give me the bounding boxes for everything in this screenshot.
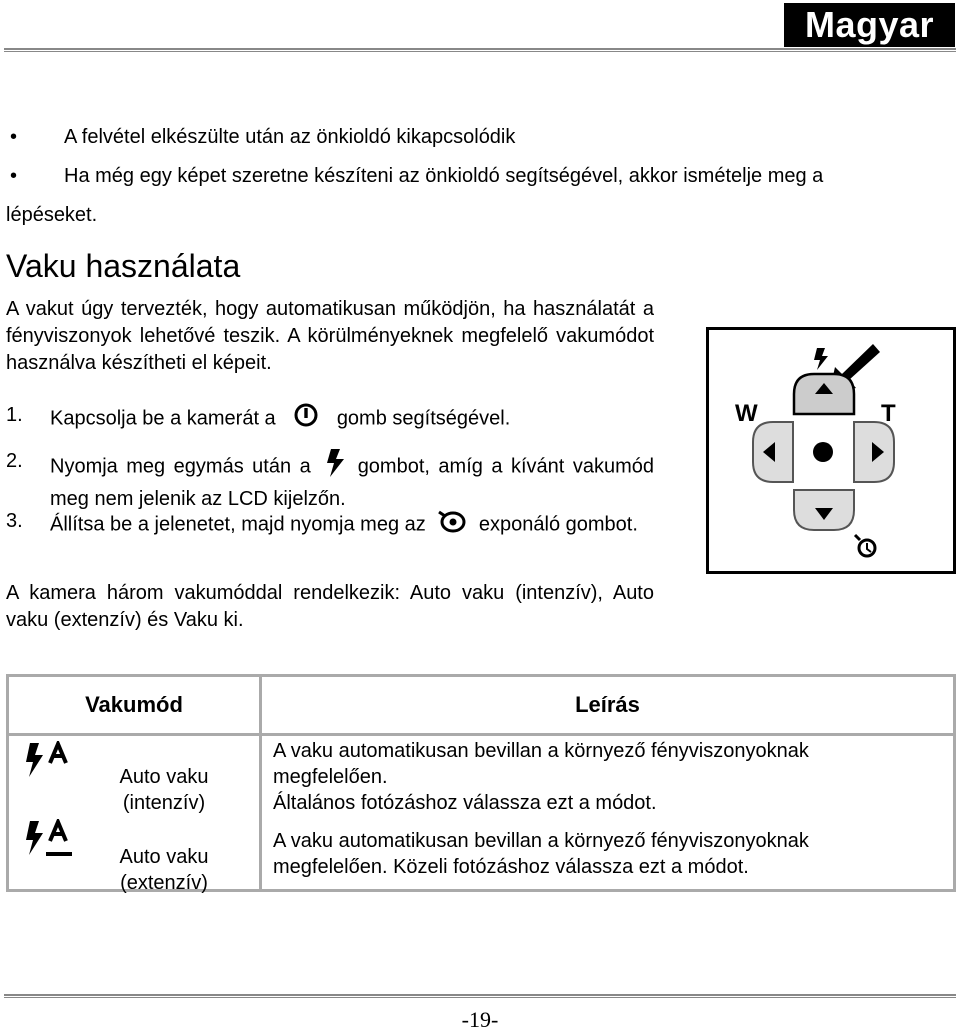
step-text-before: Nyomja meg egymás után a [50, 455, 311, 478]
section-heading: Vaku használata [6, 248, 241, 284]
step-number: 3. [6, 510, 23, 532]
step-list [6, 402, 654, 542]
bullet-list [6, 118, 956, 235]
bottom-divider [4, 994, 956, 998]
table-header-description: Leírás [575, 692, 640, 717]
zoom-tele-label: T [881, 400, 896, 427]
step-text-after: gombot, amíg a kívánt vakumód meg nem jelenik az LCD kijelzőn. [50, 455, 654, 510]
bullet-dot-icon: • [10, 165, 18, 187]
language-badge: Magyar [784, 3, 955, 47]
step-number: 1. [6, 404, 23, 426]
step-text-after: gomb segítségével. [336, 407, 511, 430]
bullet-item [6, 157, 956, 235]
step-item [6, 448, 654, 508]
control-pad-right-button-icon [854, 422, 894, 482]
table-header-mode: Vakumód [85, 692, 183, 717]
mode-label-line1: Auto vaku [119, 846, 209, 868]
table-divider [9, 733, 953, 736]
flash-mode-table [6, 674, 956, 892]
control-pad-diagram [706, 327, 956, 574]
mode-label-line2: (extenzív) [120, 872, 208, 894]
flash-icon [325, 448, 347, 486]
table-row [9, 737, 259, 817]
mode-label-line1: Auto vaku [119, 766, 209, 788]
shutter-icon [437, 508, 467, 542]
step-number: 2. [6, 450, 23, 472]
bullet-text: A felvétel elkészülte után az önkioldó kikapcsolódik [64, 126, 516, 148]
control-pad-ok-button-icon [813, 442, 833, 462]
mode-description-line1: A vaku automatikusan bevillan a környező fényviszonyoknak [273, 830, 809, 852]
step-text-before: Kapcsolja be a kamerát a [50, 407, 276, 430]
mode-description-line2: megfelelően. Közeli fotózáshoz válassza ezt a módot. [273, 856, 749, 878]
step-item [6, 508, 654, 542]
auto-flash-intensive-icon [24, 741, 72, 792]
top-divider [4, 48, 956, 52]
step-item [6, 402, 654, 448]
table-row [9, 815, 259, 895]
section-intro: A vakut úgy tervezték, hogy automatikusan működjön, ha használatát a fényviszonyok lehetővé teszik. A körülményeknek megfelelő vakumódot használva készítheti el képeit. [6, 298, 654, 374]
flash-mode-summary: A kamera három vakumóddal rendelkezik: Auto vaku (intenzív), Auto vaku (extenzív) és Vaku ki. [6, 582, 654, 631]
bullet-dot-icon: • [10, 126, 18, 148]
bullet-continuation: lépéseket. [6, 204, 98, 226]
bullet-text: Ha még egy képet szeretne készíteni az önkioldó segítségével, akkor ismételje meg a [64, 165, 824, 187]
mode-label-line2: (intenzív) [122, 792, 206, 814]
step-text-after: exponáló gombot. [478, 513, 638, 536]
zoom-wide-label: W [735, 400, 758, 427]
control-pad-self-timer-icon [855, 535, 875, 556]
power-icon [293, 402, 319, 436]
page-number: -19- [461, 1007, 499, 1032]
control-pad-up-button-icon [794, 374, 854, 414]
bullet-item [6, 118, 956, 157]
mode-description-line1: A vaku automatikusan bevillan a környező fényviszonyoknak [273, 740, 809, 762]
step-text-before: Állítsa be a jelenetet, majd nyomja meg az [50, 513, 426, 536]
mode-description-line2: megfelelően. [273, 766, 388, 788]
control-pad-flash-icon [814, 348, 828, 370]
control-pad-down-button-icon [794, 490, 854, 530]
control-pad-left-button-icon [753, 422, 793, 482]
mode-description-line3: Általános fotózáshoz válassza ezt a módot. [273, 792, 657, 814]
